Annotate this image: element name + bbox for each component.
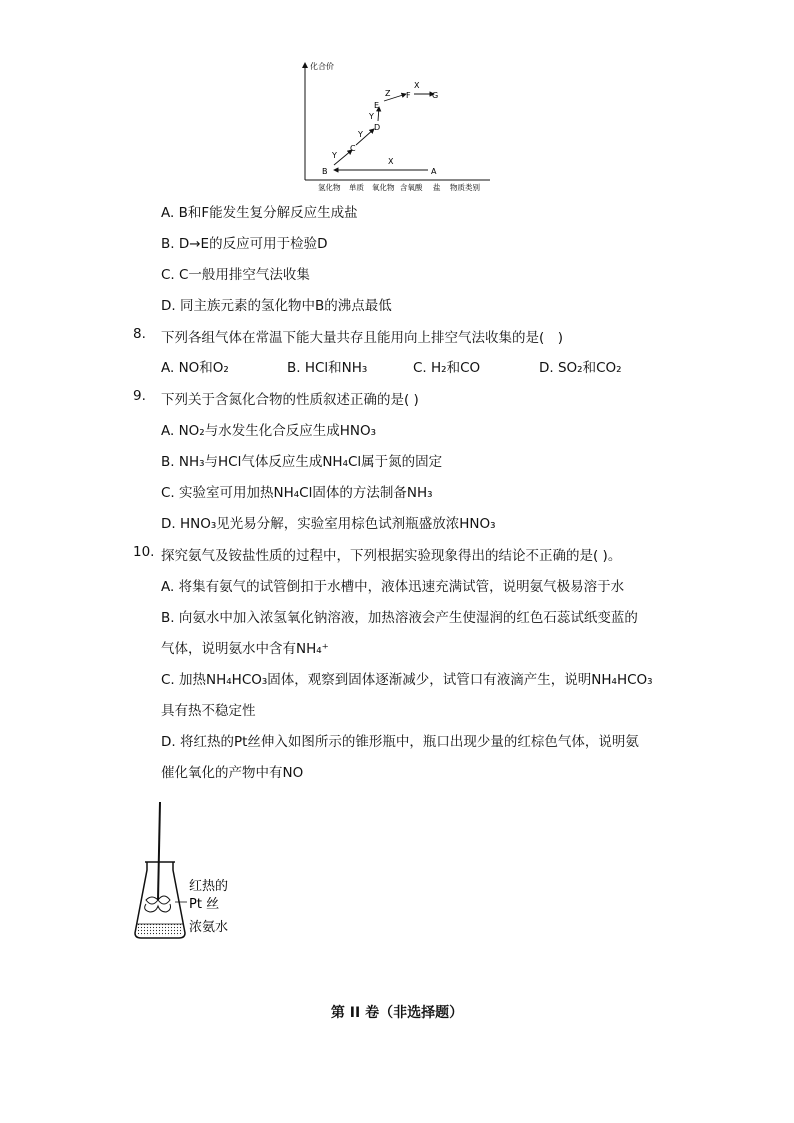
valence-category-diagram (290, 55, 500, 195)
q7-option-d: D. 同主族元素的氢化物中B的沸点最低 (161, 298, 392, 314)
point-a: A (431, 167, 437, 176)
arrow-label-x-2: X (414, 81, 420, 90)
q9-option-a: A. NO₂与水发生化合反应生成HNO₃ (161, 423, 377, 439)
q8-option-d: D. SO₂和CO₂ (539, 360, 622, 376)
x-cat-1: 单质 (349, 183, 364, 192)
q9-number: 9. (133, 388, 146, 404)
section-title: 第 II 卷（非选择题） (330, 1005, 464, 1021)
flask-figure (125, 800, 255, 945)
q7-option-c: C. C一般用排空气法收集 (161, 267, 310, 283)
y-axis-label: 化合价 (310, 62, 334, 71)
q7-option-b: B. D→E的反应可用于检验D (161, 236, 328, 252)
q10-text: 探究氨气及铵盐性质的过程中，下列根据实验现象得出的结论不正确的是( )。 (161, 548, 622, 564)
arrow-label-y-2: Y (358, 130, 363, 139)
q8-number: 8. (133, 326, 146, 342)
arrow-label-x-1: X (388, 157, 394, 166)
q10-option-c: C. 加热NH₄HCO₃固体，观察到固体逐渐减少，试管口有液滴产生，说明NH₄HCO₃ (161, 672, 653, 688)
q9-text: 下列关于含氮化合物的性质叙述正确的是( ) (161, 392, 419, 408)
x-cat-4: 盐 (433, 183, 441, 192)
q9-option-b: B. NH₃与HCl气体反应生成NH₄Cl属于氮的固定 (161, 454, 443, 470)
q10-option-b-cont: 气体，说明氨水中含有NH₄⁺ (161, 641, 329, 657)
q10-option-d: D. 将红热的Pt丝伸入如图所示的锥形瓶中，瓶口出现少量的红棕色气体，说明氨 (161, 734, 639, 750)
x-cat-5: 物质类别 (450, 183, 480, 192)
point-b: B (322, 167, 328, 176)
q10-option-a: A. 将集有氨气的试管倒扣于水槽中，液体迅速充满试管，说明氨气极易溶于水 (161, 579, 625, 595)
q8-option-c: C. H₂和CO (413, 360, 481, 376)
point-c: C (350, 144, 356, 153)
q9-option-d: D. HNO₃见光易分解，实验室用棕色试剂瓶盛放浓HNO₃ (161, 516, 496, 532)
q7-option-a: A. B和F能发生复分解反应生成盐 (161, 205, 358, 221)
point-e: E (374, 101, 380, 110)
label-conc-ammonia: 浓氨水 (189, 920, 229, 935)
label-pt-wire: Pt 丝 (189, 897, 220, 912)
arrow-label-y-1: Y (332, 151, 337, 160)
point-d: D (374, 123, 381, 132)
x-cat-2: 氧化物 (372, 183, 395, 192)
q8-option-b: B. HCl和NH₃ (287, 360, 368, 376)
pt-wire (158, 802, 160, 900)
x-cat-3: 含氧酸 (400, 183, 423, 192)
arrow-label-z: Z (385, 89, 391, 98)
x-cat-0: 氢化物 (318, 183, 341, 192)
q10-option-b: B. 向氨水中加入浓氢氧化钠溶液，加热溶液会产生使湿润的红色石蕊试纸变蓝的 (161, 610, 638, 626)
q10-number: 10. (133, 544, 155, 560)
q9-option-c: C. 实验室可用加热NH₄Cl固体的方法制备NH₃ (161, 485, 433, 501)
q8-option-a: A. NO和O₂ (161, 360, 229, 376)
q10-option-d-cont: 催化氧化的产物中有NO (161, 765, 304, 781)
ammonia-liquid (137, 924, 183, 936)
arrow-label-y-3: Y (369, 112, 374, 121)
point-f: F (406, 91, 411, 100)
point-g: G (432, 91, 439, 100)
q10-option-c-cont: 具有热不稳定性 (161, 703, 256, 719)
q8-text: 下列各组气体在常温下能大量共存且能用向上排空气法收集的是( ) (161, 330, 564, 346)
label-red-hot: 红热的 (189, 879, 229, 894)
